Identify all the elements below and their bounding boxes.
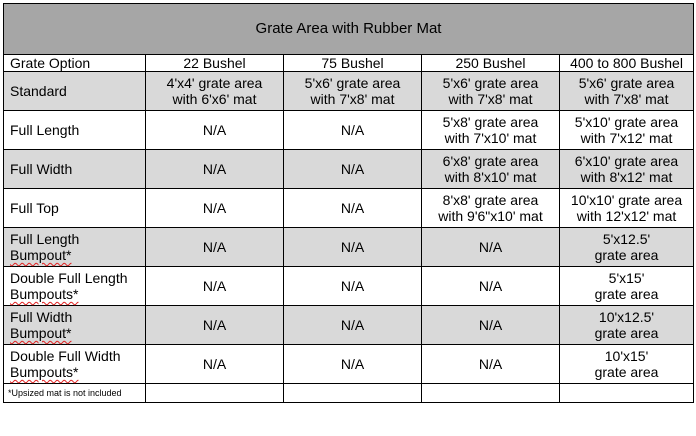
cell-75-bushel [284,228,422,267]
cell-text-line: 5'x10' grate area [574,114,679,130]
cell-text-line: Bumpouts* [10,364,79,380]
cell-text-line: N/A [340,239,365,255]
cell-22-bushel [146,150,284,189]
table-title: Grate Area with Rubber Mat [4,4,694,55]
cell-text-line: N/A [202,239,227,255]
cell-text-line: N/A [340,122,365,138]
cell-text-line: 5'x8' grate area [442,114,539,130]
cell-text-line: N/A [340,317,365,333]
cell-text-line: 5'x12.5' [602,231,651,247]
cell-text-line: N/A [202,122,227,138]
cell-400-800-bushel [560,72,694,111]
cell-75-bushel [284,189,422,228]
cell-22-bushel [146,306,284,345]
footnote-row [4,384,694,403]
cell-text-line: with 8'x12' mat [580,169,673,185]
header-grate-option: Grate Option [4,55,146,72]
cell-text-line: 8'x8' grate area [442,192,539,208]
cell-text-line: Full Width [10,161,73,177]
cell-text-line: Full Length [10,231,80,247]
cell-text-line: N/A [202,161,227,177]
table-row [4,267,694,306]
cell-22-bushel [146,228,284,267]
cell-text-line: 10'x15' [604,348,649,364]
cell-22-bushel [146,345,284,384]
table-header-row [4,55,694,72]
cell-250-bushel [422,228,560,267]
cell-text-line: with 7'x10' mat [444,130,537,146]
cell-text-line: N/A [340,356,365,372]
cell-text-line: Full Length [10,122,80,138]
footnote-empty-cell [284,384,422,403]
table-row [4,228,694,267]
table-row [4,189,694,228]
cell-250-bushel [422,72,560,111]
cell-250-bushel [422,267,560,306]
grate-area-table [3,3,694,403]
cell-400-800-bushel [560,267,694,306]
cell-text-line: Bumpout* [10,325,72,341]
cell-text-line: with 7'x12' mat [580,130,673,146]
grate-option-cell [4,306,146,345]
cell-75-bushel [284,306,422,345]
table-row [4,111,694,150]
cell-text-line: N/A [340,161,365,177]
grate-option-cell [4,111,146,150]
cell-text-line: N/A [478,317,503,333]
cell-text-line: 5'x15' [608,270,645,286]
cell-250-bushel [422,150,560,189]
cell-text-line: grate area [594,286,659,302]
cell-250-bushel [422,345,560,384]
cell-text-line: 5'x6' grate area [578,75,675,91]
cell-text-line: with 7'x8' mat [310,91,395,107]
cell-text-line: N/A [202,317,227,333]
grate-option-cell [4,150,146,189]
cell-text-line: Bumpouts* [10,286,79,302]
cell-75-bushel [284,111,422,150]
grate-option-cell [4,345,146,384]
cell-400-800-bushel [560,306,694,345]
cell-text-line: Double Full Width [10,348,121,364]
cell-text-line: Double Full Length [10,270,128,286]
header-250-bushel: 250 Bushel [422,55,560,72]
cell-text-line: 4'x4' grate area [166,75,263,91]
cell-text-line: with 12'x12' mat [576,208,677,224]
table-row [4,306,694,345]
cell-400-800-bushel [560,228,694,267]
cell-text-line: with 8'x10' mat [444,169,537,185]
cell-text-line: with 7'x8' mat [448,91,533,107]
cell-text-line: Bumpout* [10,247,72,263]
footnote-empty-cell [146,384,284,403]
table-title-row [4,4,694,55]
cell-text-line: N/A [478,239,503,255]
grate-option-cell [4,267,146,306]
cell-text-line: grate area [594,247,659,263]
cell-75-bushel [284,345,422,384]
header-400-800-bushel: 400 to 800 Bushel [560,55,694,72]
footnote-empty-cell [422,384,560,403]
grate-table-container [3,3,693,403]
cell-22-bushel [146,111,284,150]
cell-text-line: N/A [340,200,365,216]
grate-option-cell [4,228,146,267]
header-75-bushel: 75 Bushel [284,55,422,72]
table-row [4,345,694,384]
cell-22-bushel [146,72,284,111]
cell-text-line: 6'x10' grate area [574,153,679,169]
cell-text-line: with 7'x8' mat [584,91,669,107]
cell-text-line: N/A [478,278,503,294]
cell-250-bushel [422,189,560,228]
cell-text-line: N/A [478,356,503,372]
cell-400-800-bushel [560,189,694,228]
header-22-bushel: 22 Bushel [146,55,284,72]
cell-250-bushel [422,306,560,345]
cell-400-800-bushel [560,111,694,150]
cell-text-line: 5'x6' grate area [442,75,539,91]
cell-22-bushel [146,267,284,306]
footnote: *Upsized mat is not included [4,384,146,403]
footnote-empty-cell [560,384,694,403]
cell-text-line: 5'x6' grate area [304,75,401,91]
cell-text-line: N/A [340,278,365,294]
cell-75-bushel [284,72,422,111]
cell-text-line: Full Top [10,200,59,216]
cell-text-line: Full Width [10,309,73,325]
cell-text-line: with 9'6"x10' mat [438,208,543,224]
cell-text-line: N/A [202,356,227,372]
grate-option-cell [4,72,146,111]
cell-text-line: N/A [202,200,227,216]
cell-75-bushel [284,267,422,306]
cell-22-bushel [146,189,284,228]
cell-text-line: N/A [202,278,227,294]
cell-text-line: with 6'x6' mat [172,91,257,107]
cell-400-800-bushel [560,150,694,189]
cell-text-line: 6'x8' grate area [442,153,539,169]
cell-75-bushel [284,150,422,189]
table-row [4,72,694,111]
table-row [4,150,694,189]
cell-400-800-bushel [560,345,694,384]
grate-option-cell [4,189,146,228]
cell-text-line: 10'x12.5' [598,309,655,325]
cell-text-line: Standard [10,83,67,99]
cell-text-line: grate area [594,325,659,341]
cell-text-line: grate area [594,364,659,380]
cell-250-bushel [422,111,560,150]
cell-text-line: 10'x10' grate area [570,192,683,208]
